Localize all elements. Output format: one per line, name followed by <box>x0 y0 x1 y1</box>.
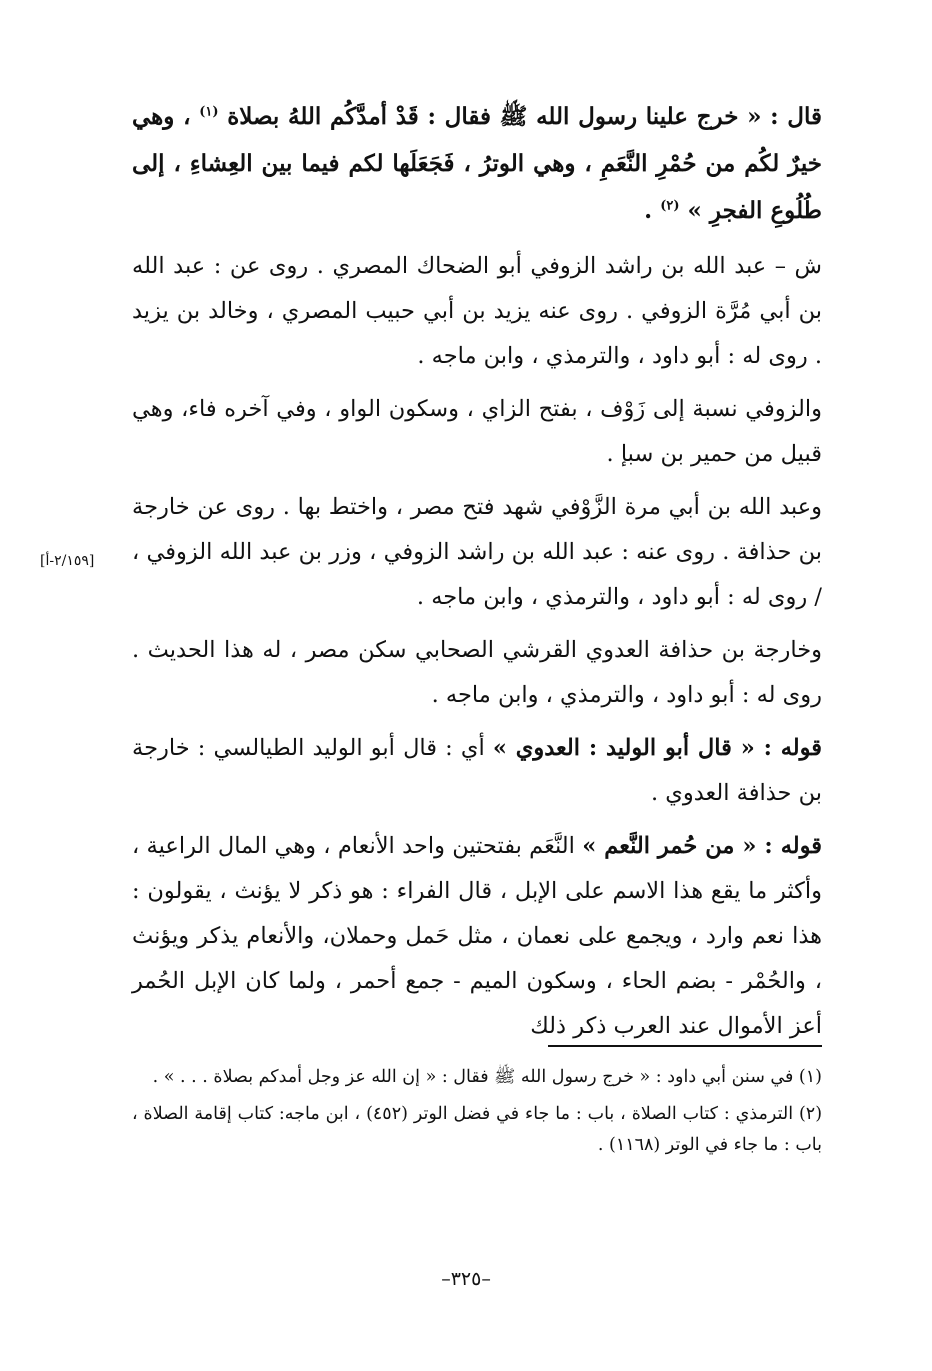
hadith-part2: ، وهي خيرٌ لكُم من حُمْرِ النَّعَمِ ، وهي الوترُ ، فَجَعَلَها لكم فيما بين العِشاءِ ، إلى طُلُوعِ الفجرِ » <box>132 103 822 224</box>
footnote-divider <box>548 1045 822 1047</box>
commentary-humr-naam <box>132 824 822 1049</box>
margin-manuscript-ref: [٢/١٥٩-أ] <box>40 553 95 569</box>
paragraph-zawfi: والزوفي نسبة إلى زَوْف ، بفتح الزاي ، وسكون الواو ، وفي آخره فاء، وهي قبيل من حمير بن سبإ . <box>132 396 822 467</box>
paragraph-abdullah: وعبد الله بن أبي مرة الزَّوْفي شهد فتح مصر ، واختط بها . روى عن خارجة بن حذافة . روى عنه : عبد الله بن راشد الزوفي ، وزر بن عبد الله الزوفي ، / روى له : أبو داود ، والترمذي ، وابن ماجه . <box>132 494 822 610</box>
commentary-label: قوله : « قال أبو الوليد : العدوي » <box>492 735 822 761</box>
hadith-text <box>132 93 822 234</box>
page-number: –٣٢٥– <box>441 1268 491 1290</box>
commentary-text: أي : قال أبو الوليد الطيالسي : خارجة بن حذافة العدوي . <box>132 735 822 806</box>
commentary-abu-walid <box>132 726 822 816</box>
paragraph-narrator: ش – عبد الله بن راشد الزوفي أبو الضحاك المصري . روى عن : عبد الله بن أبي مُرَّة الزوفي . روى عنه يزيد بن أبي حبيب المصري ، وخالد بن يزيد . روى له : أبو داود ، والترمذي ، وابن ماجه . <box>132 253 822 369</box>
footnote-ref-2[interactable]: (٢) <box>660 198 680 214</box>
footnote-ref-1[interactable]: (١) <box>199 104 219 120</box>
paragraph-kharija: وخارجة بن حذافة العدوي القرشي الصحابي سكن مصر ، له هذا الحديث . روى له : أبو داود ، والترمذي ، وابن ماجه . <box>132 637 822 708</box>
hadith-end: . <box>644 197 653 224</box>
commentary-label: قوله : « من حُمر النَّعم » <box>582 833 822 859</box>
footnote-2: (٢) الترمذي : كتاب الصلاة ، باب : ما جاء في فضل الوتر (٤٥٢) ، ابن ماجه: كتاب إقامة الصلاة ، باب : ما جاء في الوتر (١١٦٨) . <box>132 1104 823 1155</box>
footnotes <box>132 1062 822 1167</box>
page-body <box>132 70 822 1057</box>
commentary-text: النَّعَم بفتحتين واحد الأنعام ، وهي المال الراعية ، وأكثر ما يقع هذا الاسم على الإبل ، قال الفراء : هو ذكر لا يؤنث ، يقولون : هذا نعم وارد ، ويجمع على نعمان ، مثل حَمل وحملان، والأنعام يذكر ويؤنث ، والحُمْر - بضم الحاء ، وسكون الميم - جمع أحمر ، ولما كان الإبل الحُمر أعز الأموال عند العرب ذكر ذلك <box>132 833 822 1039</box>
hadith-part1: قال : « خرج علينا رسول الله ﷺ فقال : قَدْ أمدَّكُم اللهُ بصلاة <box>227 103 823 130</box>
footnote-1: (١) في سنن أبي داود : « خرج رسول الله ﷺ فقال : « إن الله عز وجل أمدكم بصلاة . . . » . <box>152 1067 822 1087</box>
